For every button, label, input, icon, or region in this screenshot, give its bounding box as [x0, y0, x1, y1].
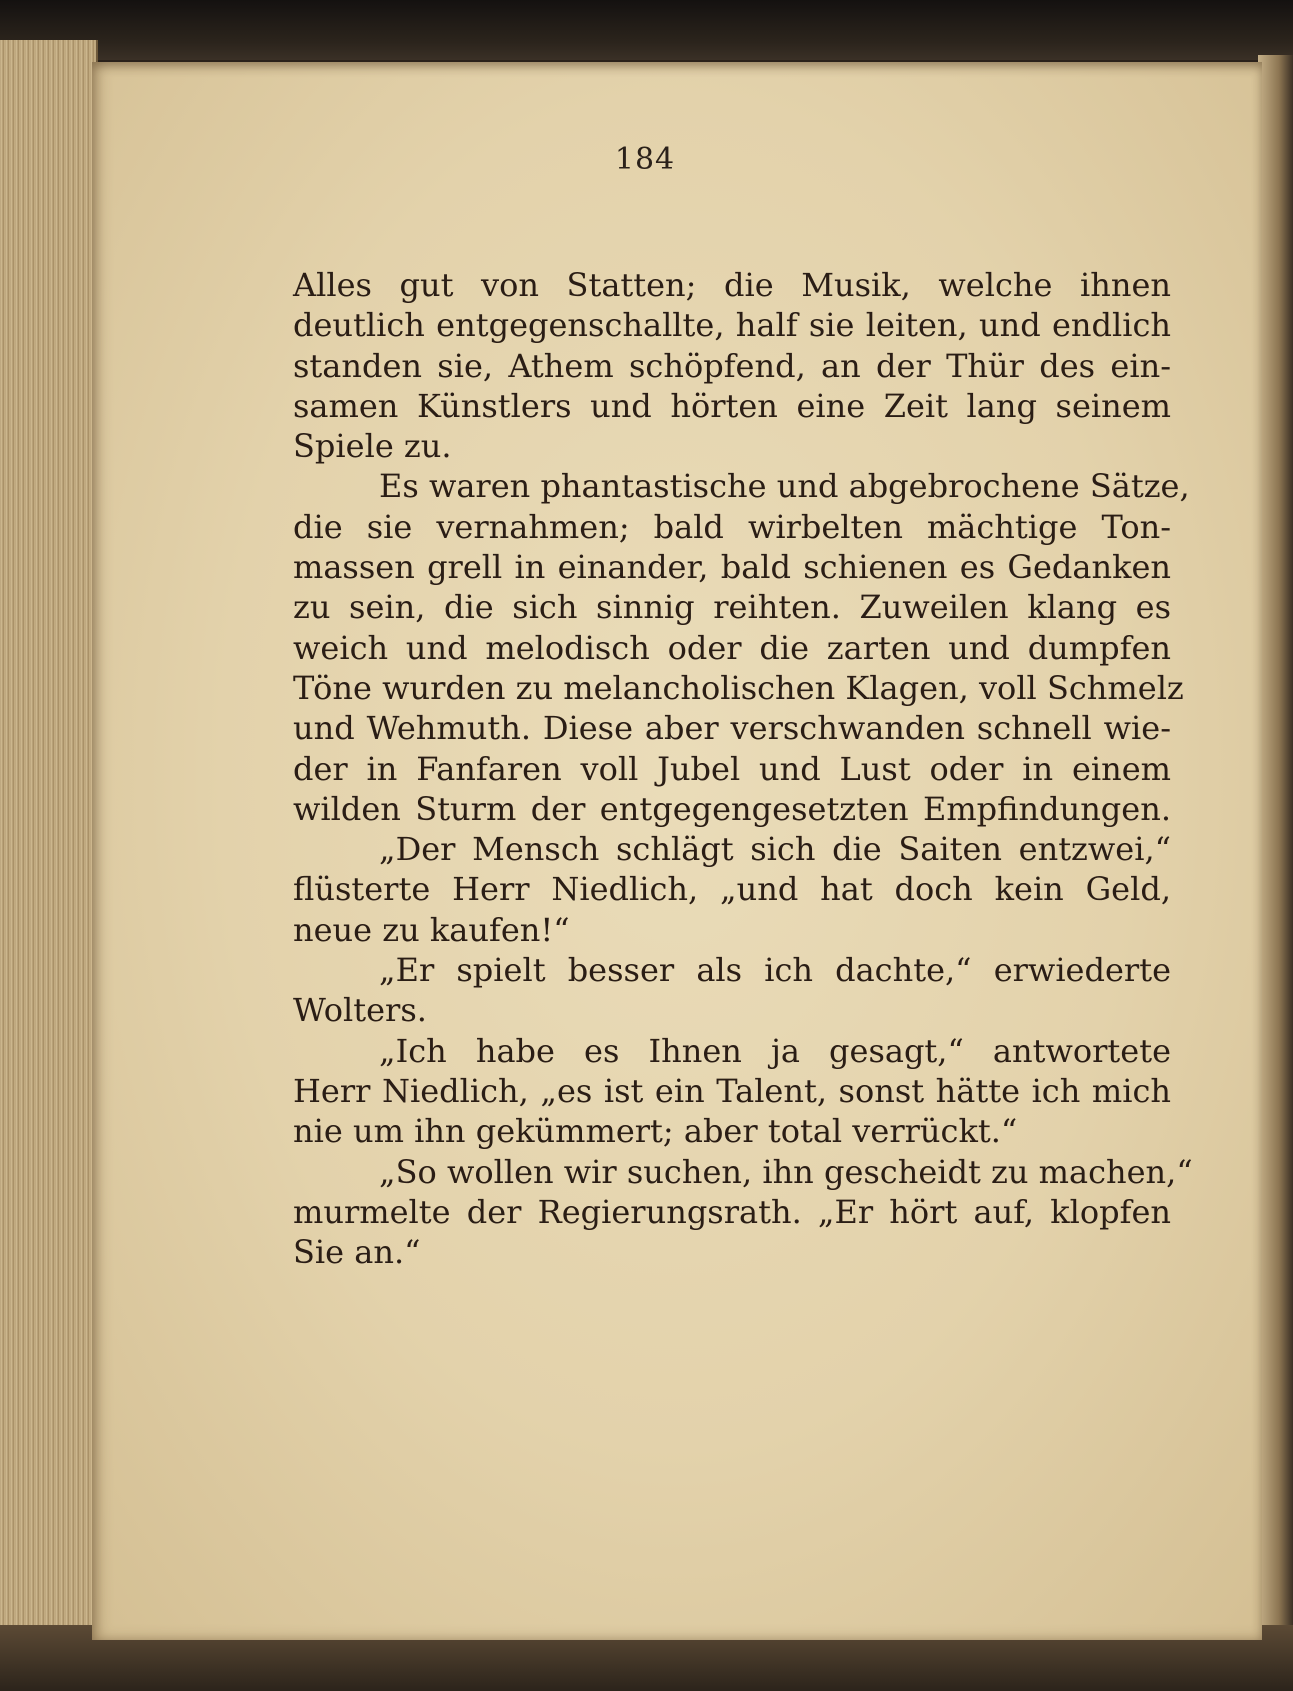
text-line: massen grell in einander, bald schienen es Gedanken — [293, 548, 1171, 587]
binding-shadow — [0, 0, 1293, 60]
text-line: zu sein, die sich sinnig reihten. Zuweilen klang es — [293, 588, 1171, 627]
text-line: „Ich habe es Ihnen ja gesagt,“ antwortete — [379, 1031, 1171, 1070]
text-line: und Wehmuth. Diese aber verschwanden schnell wie- — [293, 709, 1171, 748]
text-line: Es waren phantastische und abgebrochene Sätze, — [379, 467, 1190, 506]
page-number: 184 — [614, 142, 676, 177]
text-line: Sie an.“ — [293, 1233, 421, 1272]
text-line: nie um ihn gekümmert; aber total verrückt.“ — [293, 1112, 1018, 1151]
page-edges-left — [0, 40, 98, 1640]
text-line: weich und melodisch oder die zarten und dumpfen — [293, 628, 1171, 667]
text-line: „Der Mensch schlägt sich die Saiten entzwei,“ — [379, 830, 1171, 869]
text-line: der in Fanfaren voll Jubel und Lust oder in einem — [293, 749, 1171, 788]
text-line: Töne wurden zu melancholischen Klagen, voll Schmelz — [293, 668, 1184, 707]
text-line: Spiele zu. — [293, 427, 452, 466]
text-line: wilden Sturm der entgegengesetzten Empfindungen. — [293, 789, 1171, 828]
text-line: Alles gut von Statten; die Musik, welche ihnen — [293, 266, 1171, 304]
text-line: deutlich entgegenschallte, half sie leiten, und endlich — [293, 306, 1171, 345]
page-edge-right — [1258, 55, 1293, 1655]
text-line: flüsterte Herr Niedlich, „und hat doch kein Geld, — [293, 870, 1171, 909]
text-line: samen Künstlers und hörten eine Zeit lang seinem — [293, 386, 1171, 425]
text-line: „Er spielt besser als ich dachte,“ erwiederte — [379, 951, 1171, 990]
text-line: murmelte der Regierungsrath. „Er hört auf, klopfen — [293, 1192, 1171, 1231]
body-text — [293, 265, 1193, 1272]
text-line: standen sie, Athem schöpfend, an der Thür des ein- — [293, 346, 1171, 385]
text-line: Herr Niedlich, „es ist ein Talent, sonst hätte ich mich — [293, 1071, 1171, 1110]
text-line: die sie vernahmen; bald wirbelten mächtige Ton- — [293, 507, 1171, 546]
text-line: „So wollen wir suchen, ihn gescheidt zu machen,“ — [379, 1152, 1193, 1191]
text-line: Wolters. — [293, 991, 427, 1030]
text-line: neue zu kaufen!“ — [293, 910, 570, 949]
